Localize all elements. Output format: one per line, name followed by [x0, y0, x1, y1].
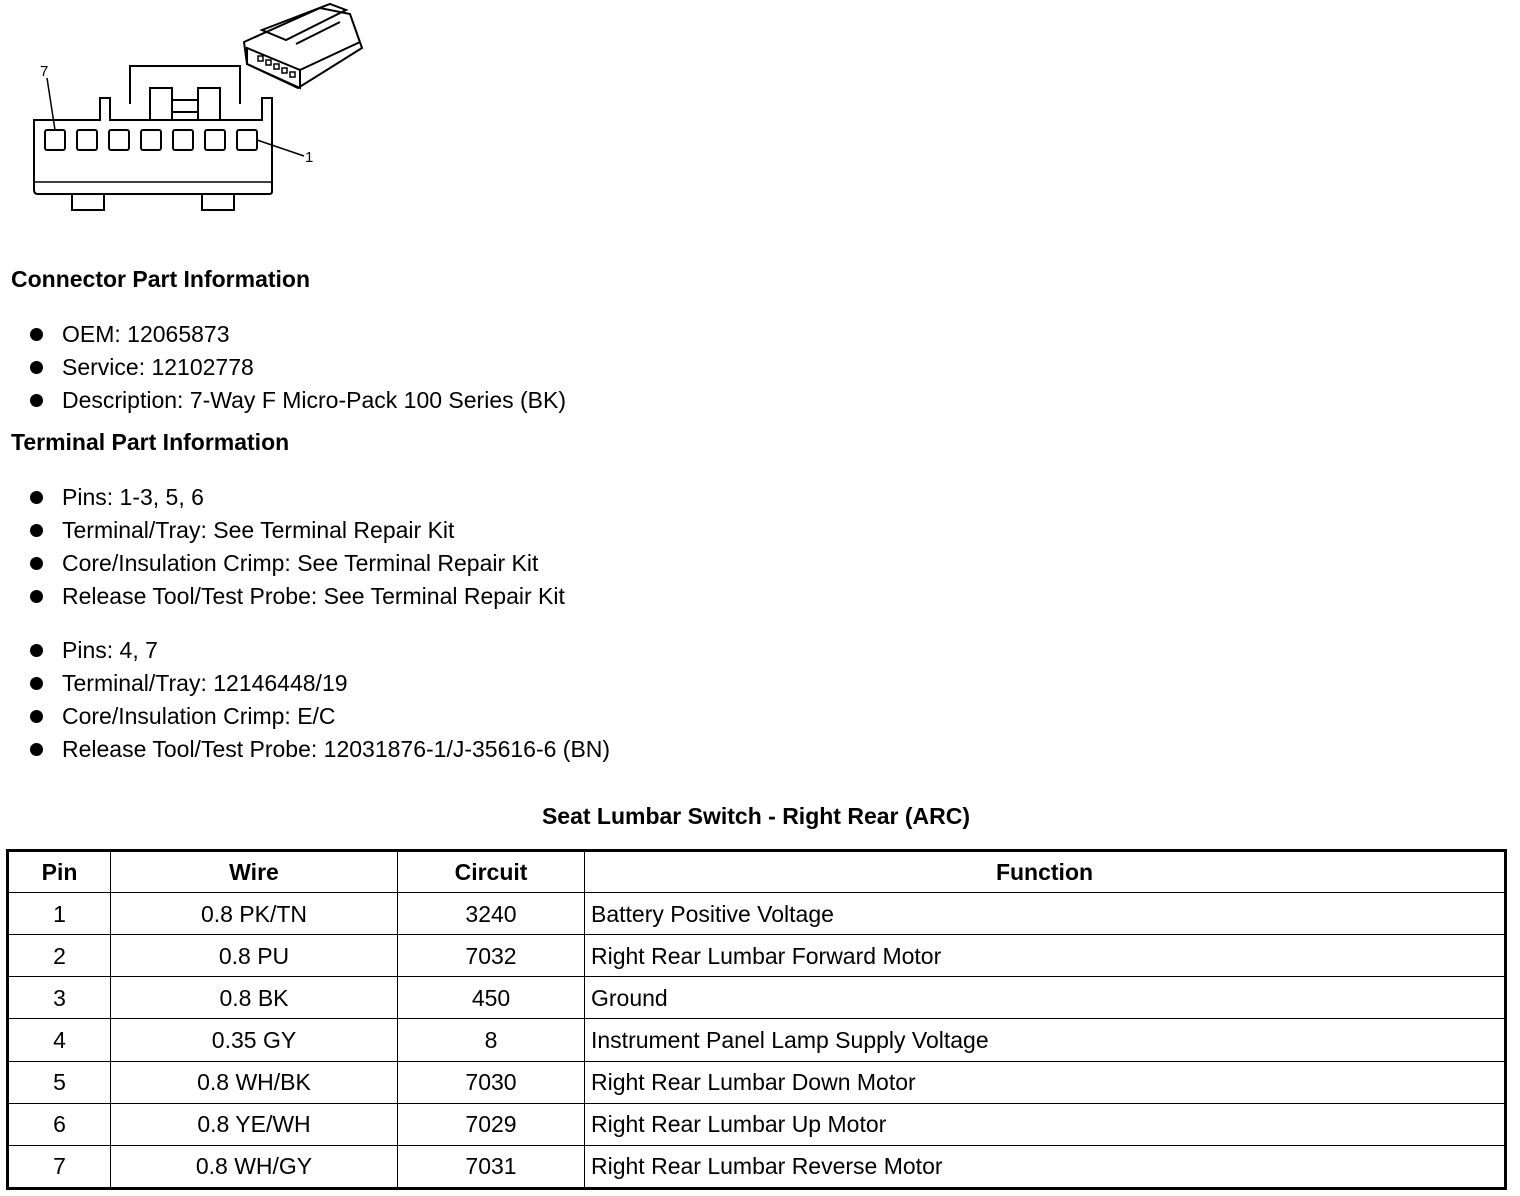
table-row: [8, 1103, 1506, 1145]
function-cell: Right Rear Lumbar Reverse Motor: [585, 1145, 1506, 1188]
terminal-section-title: Terminal Part Information: [11, 429, 290, 455]
pin-cell: 4: [8, 1019, 111, 1061]
wire-cell: 0.8 WH/GY: [111, 1145, 398, 1188]
circuit-cell: 7029: [398, 1103, 585, 1145]
pin-cell: 7: [8, 1145, 111, 1188]
table-row: [8, 977, 1506, 1019]
list-item: OEM: 12065873: [30, 318, 566, 351]
table-row: [8, 1019, 1506, 1061]
circuit-cell: 7030: [398, 1061, 585, 1103]
circuit-cell: 3240: [398, 893, 585, 935]
pin-cell: 6: [8, 1103, 111, 1145]
table-row: [8, 935, 1506, 977]
wire-cell: 0.8 BK: [111, 977, 398, 1019]
circuit-cell: 8: [398, 1019, 585, 1061]
pin-cell: 3: [8, 977, 111, 1019]
list-item: Pins: 1-3, 5, 6: [30, 481, 565, 514]
header-circuit: Circuit: [398, 851, 585, 893]
function-cell: Right Rear Lumbar Up Motor: [585, 1103, 1506, 1145]
terminal-info-list-1: [30, 481, 565, 613]
list-item: Terminal/Tray: 12146448/19: [30, 667, 610, 700]
connector-diagram: [0, 0, 400, 230]
wire-cell: 0.8 WH/BK: [111, 1061, 398, 1103]
header-wire: Wire: [111, 851, 398, 893]
function-cell: Battery Positive Voltage: [585, 893, 1506, 935]
pin-label-7: 7: [40, 63, 49, 80]
table-title: Seat Lumbar Switch - Right Rear (ARC): [541, 803, 971, 829]
circuit-cell: 7031: [398, 1145, 585, 1188]
pin-cell: 1: [8, 893, 111, 935]
list-item: Terminal/Tray: See Terminal Repair Kit: [30, 514, 565, 547]
header-pin: Pin: [8, 851, 111, 893]
function-cell: Right Rear Lumbar Down Motor: [585, 1061, 1506, 1103]
pin-label-1: 1: [305, 149, 314, 166]
pin-cell: 2: [8, 935, 111, 977]
connector-info-list: [30, 318, 566, 417]
list-item: Release Tool/Test Probe: 12031876-1/J-35616-6 (BN): [30, 733, 610, 766]
pin-cavities: [45, 130, 257, 150]
table-header-row: [8, 851, 1506, 893]
wire-cell: 0.8 YE/WH: [111, 1103, 398, 1145]
list-item: Core/Insulation Crimp: See Terminal Repair Kit: [30, 547, 565, 580]
wire-cell: 0.35 GY: [111, 1019, 398, 1061]
table-row: [8, 1145, 1506, 1188]
table-row: [8, 1061, 1506, 1103]
list-item: Service: 12102778: [30, 351, 566, 384]
circuit-cell: 7032: [398, 935, 585, 977]
pin-cell: 5: [8, 1061, 111, 1103]
wire-cell: 0.8 PU: [111, 935, 398, 977]
function-cell: Ground: [585, 977, 1506, 1019]
wire-cell: 0.8 PK/TN: [111, 893, 398, 935]
function-cell: Right Rear Lumbar Forward Motor: [585, 935, 1506, 977]
connector-latch: [130, 66, 240, 120]
connector-thumbnail: [244, 4, 362, 88]
list-item: Pins: 4, 7: [30, 634, 610, 667]
list-item: Core/Insulation Crimp: E/C: [30, 700, 610, 733]
list-item: Release Tool/Test Probe: See Terminal Repair Kit: [30, 580, 565, 613]
function-cell: Instrument Panel Lamp Supply Voltage: [585, 1019, 1506, 1061]
circuit-cell: 450: [398, 977, 585, 1019]
list-item: Description: 7-Way F Micro-Pack 100 Series (BK): [30, 384, 566, 417]
connector-section-title: Connector Part Information: [11, 266, 311, 292]
header-function: Function: [585, 851, 1506, 893]
pinout-table: [6, 849, 1507, 1190]
table-row: [8, 893, 1506, 935]
terminal-info-list-2: [30, 634, 610, 766]
